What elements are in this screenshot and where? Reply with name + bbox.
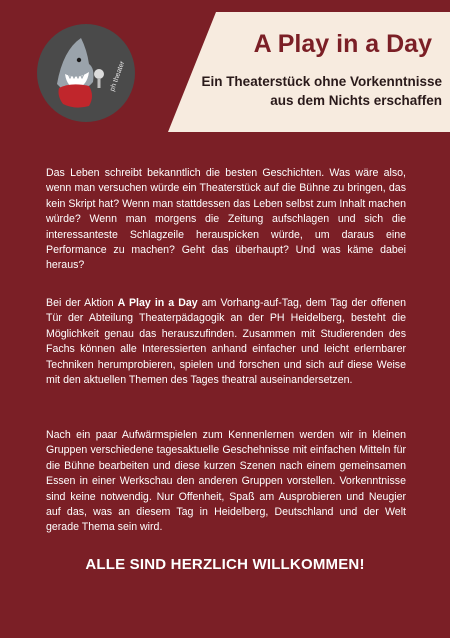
logo-text: ph theater [109,60,127,93]
paragraph-event-rest: am Vorhang-auf-Tag, dem Tag der offenen Tür der Abteilung Theaterpädagogik an der PH Heidelberg, besteht die Möglichkeit genau das herauszufinden. Zusammen mit Studierenden des Fachs können alle Interessierten anhand einfacher und leicht erlernbarer Techniken herumprobieren, spielen und forschen und sich auf diese Weise mit den aktuellen Themen des Tages theatral auseinandersetzen. [46,297,406,387]
subtitle-line-2: aus dem Nichts erschaffen [270,93,442,108]
paragraph-event-lead: Bei der Aktion [46,297,118,309]
subtitle-line-1: Ein Theaterstück ohne Vorkenntnisse [201,74,442,89]
paragraph-intro: Das Leben schreibt bekanntlich die besten Geschichten. Was wäre also, wenn man versuchen würde ein Theaterstück auf die Bühne zu bringen, das kein Skript hat? Wenn man stattdessen das Leben selbst zum Inhalt machen würde? Wenn man morgens die Zeitung aufschlagen und sich die interessanteste Schlagzeile herauspicken würde, um daraus eine Performance zu machen? Geht das überhaupt? Und was käme dabei heraus? [46,167,406,272]
call-to-action: ALLE SIND HERZLICH WILLKOMMEN! [85,556,365,573]
paragraph-event [46,296,406,388]
paragraph-schedule: Nach ein paar Aufwärmspielen zum Kennenlernen werden wir in kleinen Gruppen verschiedene tagesaktuelle Geschehnisse mit einfachen Mitteln für die Bühne bearbeiten und diese kurzen Szenen nach einem gemeinsamen Essen in einer Werkschau den anderen Gruppen vorstellen. Vorkenntnisse sind keine notwendig. Nur Offenheit, Spaß am Ausprobieren und Neugier auf das, was an diesem Tag in Heidelberg, Deutschland und der Welt gerade Thema sein wird. [46,429,406,534]
event-name: A Play in a Day [117,297,198,309]
page-title: A Play in a Day [253,30,432,58]
page-subtitle [162,72,442,110]
ph-theater-logo [37,24,135,122]
